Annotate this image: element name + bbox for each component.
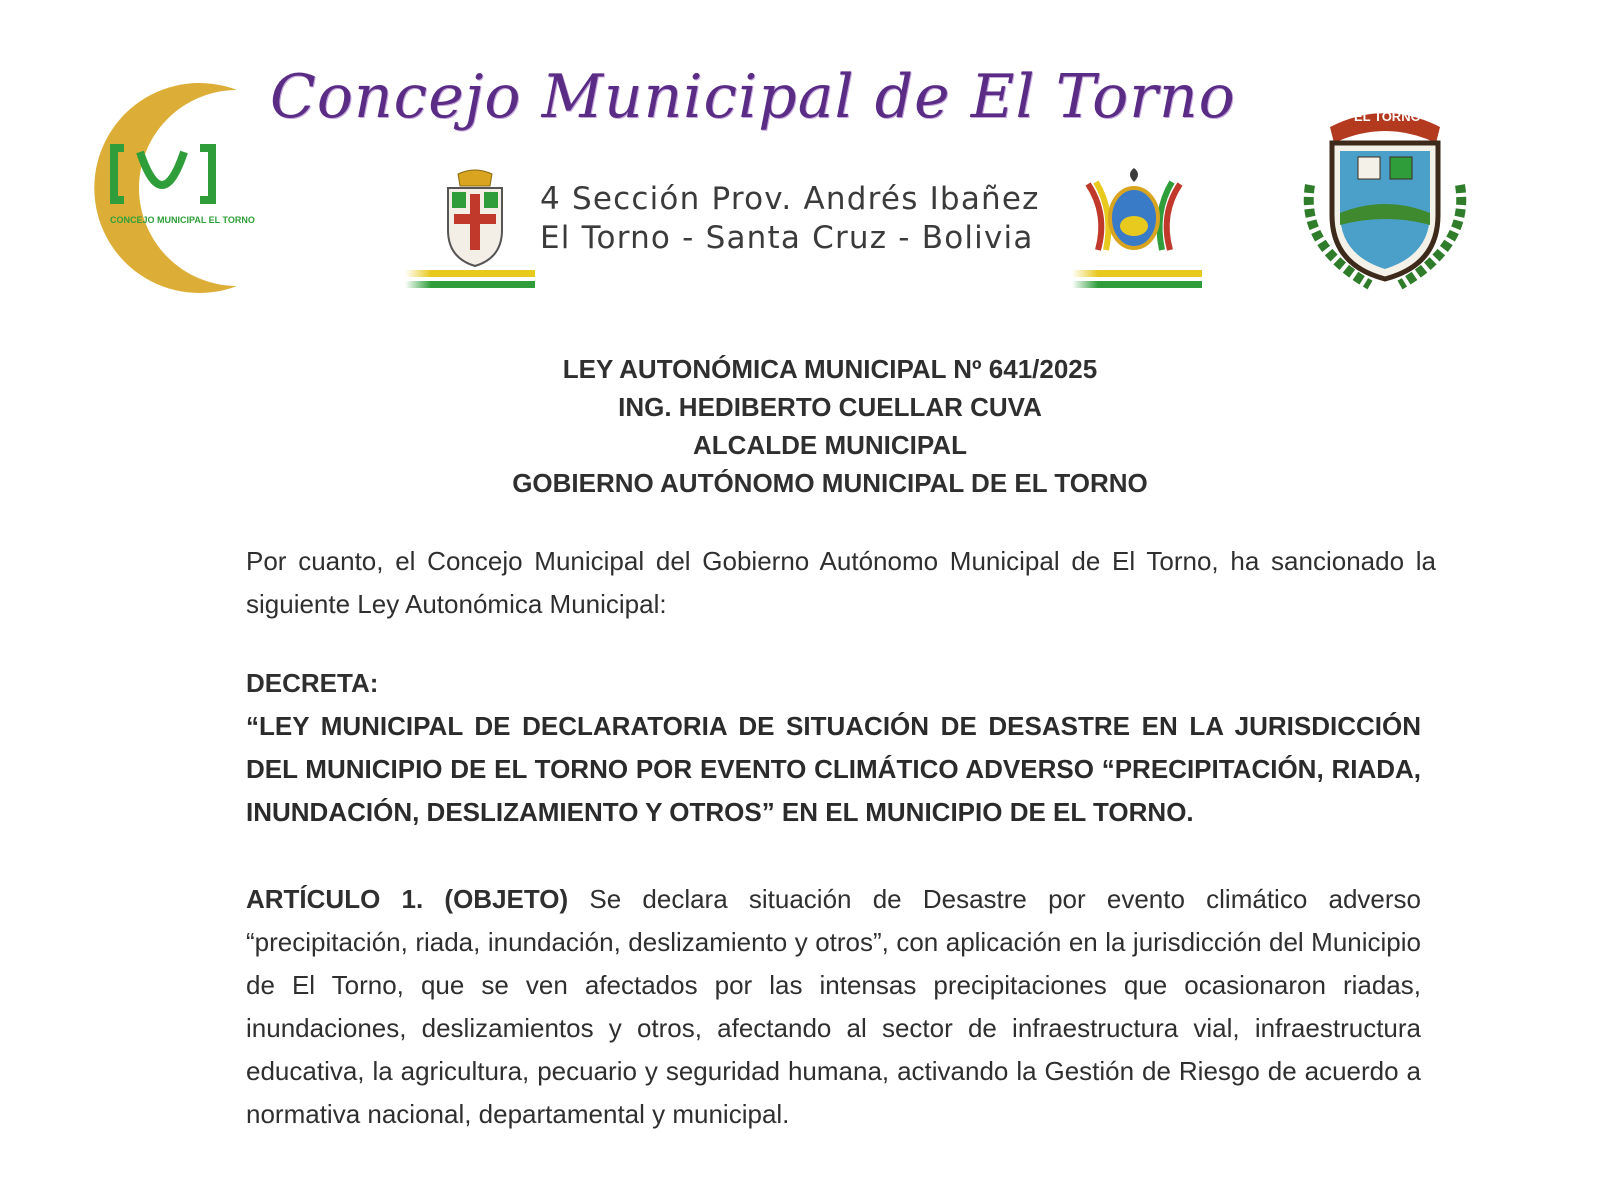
council-logo (62, 78, 262, 298)
subtitle-line-1: 4 Sección Prov. Andrés Ibañez (540, 181, 1040, 217)
article-1 (246, 878, 1421, 1136)
council-logo-caption: CONCEJO MUNICIPAL EL TORNO (110, 215, 255, 225)
flag-stripe-left (405, 270, 535, 292)
article-1-text: Se declara situación de Desastre por evento climático adverso “precipitación, riada, inundación, deslizamiento y otros”, con aplicación en la jurisdicción del Municipio de El Torno, que se ven afectados por las intensas precipitaciones que ocasionaron riadas, inundaciones, deslizamientos y otros, afectando al sector de infraestructura vial, infraestructura educativa, la agricultura, pecuario y seguridad humana, activando la Gestión de Riesgo de acuerdo a normativa nacional, departamental y municipal. (246, 884, 1421, 1129)
council-title: Concejo Municipal de El Torno (270, 62, 1236, 132)
decreta-label: DECRETA: (246, 668, 379, 698)
law-number: LEY AUTONÓMICA MUNICIPAL Nº 641/2025 (562, 354, 1098, 384)
mayor-title: ALCALDE MUNICIPAL (693, 430, 967, 460)
el-torno-crest-icon (1290, 95, 1480, 295)
subtitle-line-2: El Torno - Santa Cruz - Bolivia (540, 220, 1034, 256)
article-1-heading: ARTÍCULO 1. (OBJETO) (246, 884, 590, 914)
intro-paragraph: Por cuanto, el Concejo Municipal del Gobierno Autónomo Municipal de El Torno, ha sancionado la siguiente Ley Autonómica Municipal: (246, 546, 1436, 619)
bolivia-coat-of-arms-icon (1078, 164, 1190, 264)
flag-stripe-right (1072, 270, 1202, 292)
government-name: GOBIERNO AUTÓNOMO MUNICIPAL DE EL TORNO (512, 468, 1148, 498)
law-heading (330, 350, 1330, 502)
province-shield-icon (440, 168, 510, 268)
mayor-name: ING. HEDIBERTO CUELLAR CUVA (618, 392, 1042, 422)
crest-banner-text: EL TORNO (1354, 109, 1421, 124)
council-subtitle (540, 180, 1080, 258)
decree-title: “LEY MUNICIPAL DE DECLARATORIA DE SITUACIÓN DE DESASTRE EN LA JURISDICCIÓN DEL MUNICIPIO DE EL TORNO POR EVENTO CLIMÁTICO ADVERSO “PRECIPITACIÓN, RIADA, INUNDACIÓN, DESLIZAMIENTO Y OTROS” EN EL MUNICIPIO DE EL TORNO. (246, 711, 1421, 827)
